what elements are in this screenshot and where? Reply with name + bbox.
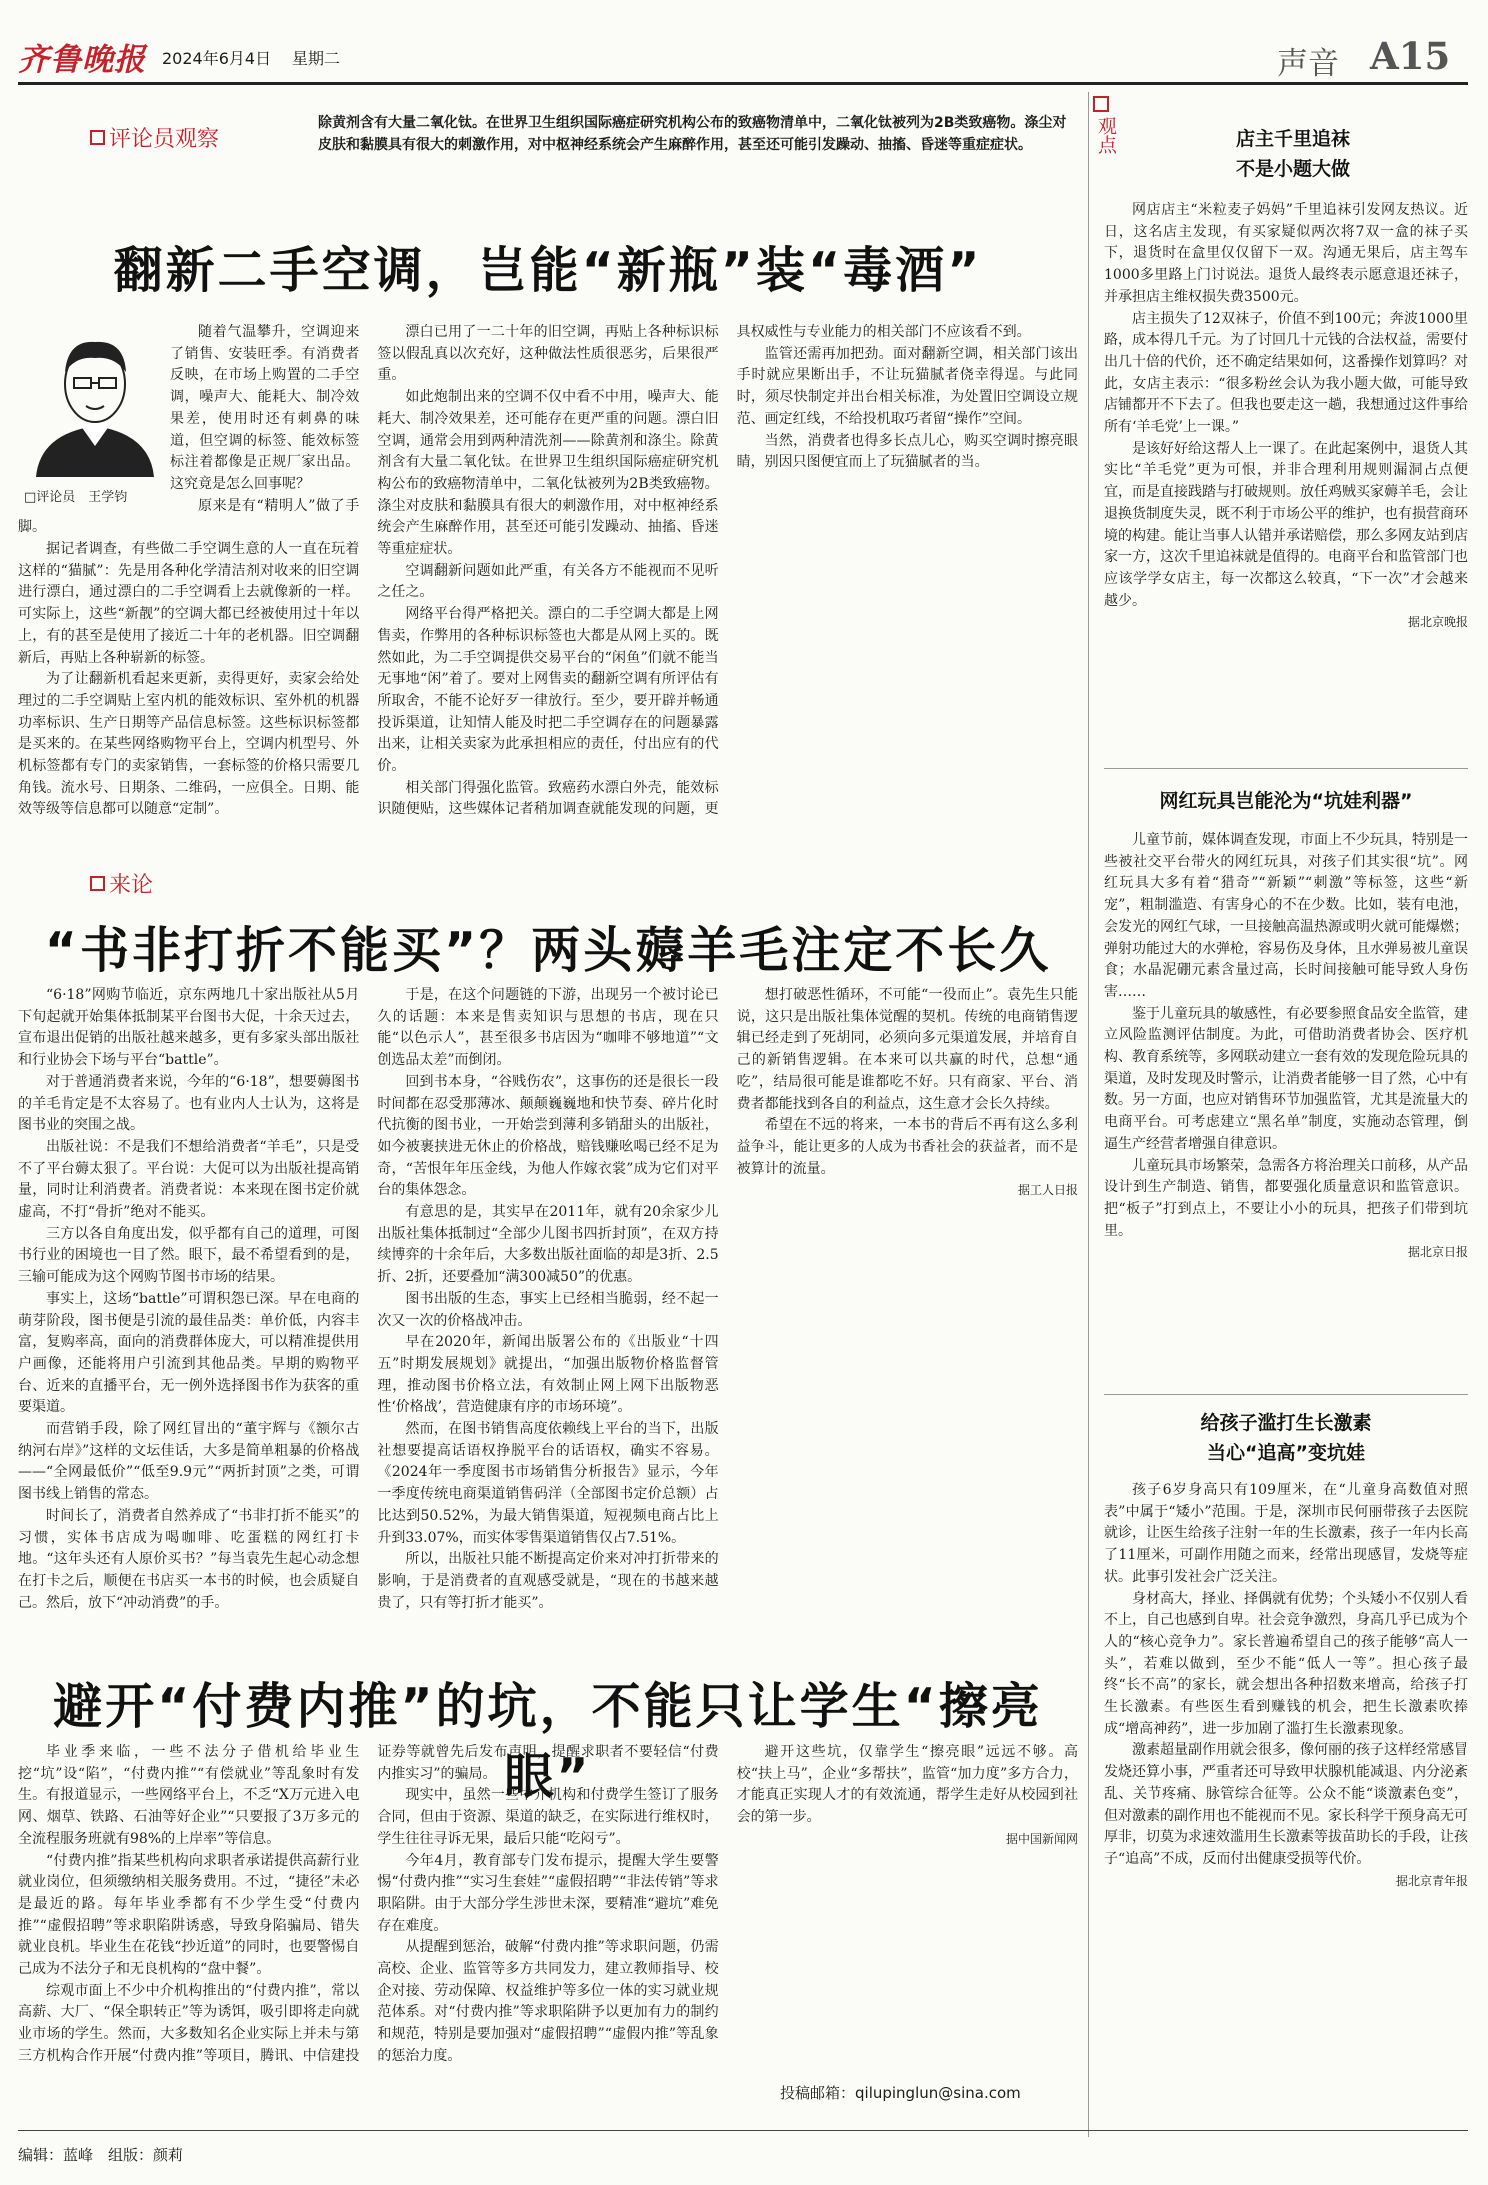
contribute-email[interactable]: 投稿邮箱：qilupinglun@sina.com bbox=[780, 2084, 1021, 2102]
paragraph: 网络平台得严格把关。漂白的二手空调大都是上网售卖，作弊用的各种标识标签也大都是从网上买的。既然如此，为二手空调提供交易平台的“闲鱼”们就不能当无事地“闲”着了。要对上网售卖的翻新空调有所评估有所取舍，不能不论好歹一律放行。至少，要开辟并畅通投诉渠道，让知情人能及时把二手空调存在的问题暴露出来，让相关卖家为此承担相应的责任，付出应有的代价。 bbox=[377, 606, 719, 775]
paragraph: 激素超量副作用就会很多，像何丽的孩子这样经常感冒发烧还算小事，严重者还可导致甲状腺机能减退、内分泌紊乱、关节疼痛、脉管综合征等。公众不能“谈激素色变”，但对激素的副作用也不能视而不见。家长科学干预身高无可厚非，切莫为求速效滥用生长激素等拔苗助长的手段，让孩子“追高”不成，反而付出健康受损等代价。 bbox=[1104, 1742, 1468, 1867]
paragraph: 店主损失了12双袜子，价值不到100元；奔波1000里路，成本得几千元。为了讨回几十元钱的合法权益，需要付出几十倍的代价，还不确定结果如何，这番操作划算吗？对此，女店主表示：“很多粉丝会认为我小题大做，可能导致店铺都开不下去了。但我也要走这一趟，我想通过这件事给所有‘羊毛党’上一课。” bbox=[1104, 310, 1468, 436]
paragraph: 今年4月，教育部专门发布提示，提醒大学生要警惕“付费内推”“实习生套娃”“虚假招聘”“非法传销”等求职陷阱。由于大部分学生涉世未深，要精准“避坑”难免存在难度。 bbox=[377, 1852, 719, 1934]
paragraph: 网店店主“米粒麦子妈妈”千里追袜引发网友热议。近日，这名店主发现，有买家疑似两次将7双一盒的袜子买下，退货时在盒里仅仅留下一双。沟通无果后，店主驾车1000多里路上门讨说法。退货人最终表示愿意退还袜子，并承担店主维权损失费3500元。 bbox=[1104, 202, 1468, 305]
article3-body bbox=[18, 1742, 1078, 2068]
side2-body bbox=[1104, 830, 1468, 1264]
side-divider bbox=[1104, 1394, 1468, 1395]
paragraph: 相关部门得强化监管。致癌药水漂白外壳，能效标识随便贴，这些媒体记者稍加调查就能发现的问题，更具权威性与专业能力的相关部门不应该看不到。 bbox=[377, 324, 1031, 818]
paragraph: 现实中，虽然一些中介机构和付费学生签订了服务合同，但由于资源、渠道的缺乏，在实际进行维权时，学生往往寻诉无果，最后只能“吃闷亏”。 bbox=[377, 1787, 719, 1847]
author-byline: □评论员 王学钧 bbox=[24, 490, 128, 505]
paragraph: 图书出版的生态，事实上已经相当脆弱，经不起一次又一次的价格战冲击。 bbox=[377, 1290, 719, 1329]
footer-credits: 编辑：蓝峰 组版：颜莉 bbox=[18, 2146, 184, 2164]
section-tag-guest bbox=[90, 868, 153, 899]
paragraph: 漂白已用了一二十年的旧空调，再贴上各种标识标签以假乱真以次充好，这种做法性质很恶劣，后果很严重。 bbox=[377, 324, 719, 384]
paragraph: 孩子6岁身高只有109厘米，在“儿童身高数值对照表”中属于“矮小”范围。于是，深圳市民何丽带孩子去医院就诊，让医生给孩子注射一年的生长激素，孩子一年内长高了11厘米，可副作用随之而来，经常出现感冒，发烧等症状。此事引发社会广泛关注。 bbox=[1104, 1482, 1468, 1585]
paragraph: 所以，出版社只能不断提高定价来对冲打折带来的影响，于是消费者的直观感受就是，“现在的书越来越贵了，只有等打折才能买”。 bbox=[377, 1551, 719, 1611]
paragraph: 从提醒到惩治，破解“付费内推”等求职问题，仍需高校、企业、监管等多方共同发力，建立教师指导、校企对接、劳动保障、权益维护等多位一体的实习就业规范体系。对“付费内推”等求职陷阱予以更加有力的制约和规范，特别是要加强对“虚假招聘”“虚假内推”等乱象的惩治力度。 bbox=[377, 1939, 719, 2064]
paragraph: 监管还需再加把劲。面对翻新空调，相关部门该出手时就应果断出手，不让玩猫腻者侥幸得逞。与此同时，须尽快制定并出台相关标准，为处置旧空调设立规范、画定红线，不给投机取巧者留“操作”空间。 bbox=[736, 345, 1078, 427]
paragraph: 如此炮制出来的空调不仅中看不中用，噪声大、能耗大、制冷效果差，还可能存在更严重的问题。漂白旧空调，通常会用到两种清洗剂——除黄剂和涤尘。除黄剂含有大量二氧化钛。在世界卫生组织国际癌症研究机构公布的致癌物清单中，二氧化钛被列为2B类致癌物。涤尘对皮肤和黏膜具有很大的刺激作用，对中枢神经系统会产生麻醉作用，甚至还可能引发躁动、抽搐、昏迷等重症症状。 bbox=[377, 389, 719, 558]
paragraph: 早在2020年，新闻出版署公布的《出版业“十四五”时期发展规划》就提出，“加强出版物价格监督管理，推动图书价格立法，有效制止网上网下出版物恶性‘价格战’，营造健康有序的市场环境”。 bbox=[377, 1334, 719, 1416]
viewpoint-label: 观点 bbox=[1093, 96, 1115, 154]
paragraph: 毕业季来临，一些不法分子借机给毕业生挖“坑”设“陷”，“付费内推”“有偿就业”等乱象时有发生。有报道显示，一些网络平台上，不乏“X万元进入电网、烟草、铁路、石油等好企业”“只要报了3万多元的全流程服务班就有98%的上岸率”等信息。 bbox=[18, 1744, 360, 1847]
paragraph: 时间长了，消费者自然养成了“书非打折不能买”的习惯，实体书店成为喝咖啡、吃蛋糕的网红打卡地。“这年头还有人原价买书？”每当袁先生起心动念想在打卡之后，顺便在书店买一本书的时候，也会质疑自己。然后，放下“冲动消费”的手。 bbox=[18, 1507, 360, 1611]
paragraph: 鉴于儿童玩具的敏感性，有必要参照食品安全监管，建立风险监测评估制度。为此，可借助消费者协会、医疗机构、教育系统等，多网联动建立一套有效的发现危险玩具的渠道，及时发现及时警示，让消费者能够一目了然，心中有数。另一方面，也应对销售环节加强监管，尤其是流量大的电商平台。可考虑建立“黑名单”制度，实施动态管理，倒逼生产经营者增强自律意识。 bbox=[1104, 1005, 1468, 1152]
column-divider bbox=[1088, 92, 1089, 2137]
paragraph: 希望在不远的将来，一本书的背后不再有这么多利益争斗，能让更多的人成为书香社会的获益者，而不是被算计的流量。 bbox=[736, 1117, 1078, 1177]
issue-date: 2024年6月4日 bbox=[162, 49, 272, 68]
paragraph: “6·18”网购节临近，京东两地几十家出版社从5月下旬起就开始集体抵制某平台图书大促，十余天过去，宣布退出促销的出版社越来越多，更有多家头部出版社和行业协会下场与平台“battle”。 bbox=[18, 987, 360, 1069]
paragraph: 出版社说：不是我们不想给消费者“羊毛”，只是受不了平台薅太狠了。平台说：大促可以为出版社提高销量，同时让利消费者。消费者说：本来现在图书定价就虚高，不打“骨折”绝对不能买。 bbox=[18, 1138, 360, 1221]
article3-headline: 避开“付费内推”的坑，不能只让学生“擦亮眼” bbox=[53, 1678, 1043, 1805]
side2-title: 网红玩具岂能沦为“坑娃利器” bbox=[1159, 790, 1413, 812]
source-credit: 据北京青年报 bbox=[1395, 1873, 1468, 1888]
paragraph: 事实上，这场“battle”可谓积怨已深。早在电商的萌芽阶段，图书便是引流的最佳品类：单价低，内容丰富，复购率高，面向的消费群体庞大，可以精准提供用户画像，还能将用户引流到其他品类。早期的购物平台、近来的直播平台，无一例外选择图书作为获客的重要渠道。 bbox=[18, 1290, 360, 1416]
side1-title: 店主千里追袜 不是小题大做 bbox=[1235, 128, 1350, 180]
article1-deck: 除黄剂含有大量二氧化钛。在世界卫生组织国际癌症研究机构公布的致癌物清单中，二氧化钛被列为2B类致癌物。涤尘对皮肤和黏膜具有很大的刺激作用，对中枢神经系统会产生麻醉作用，甚至还可能引发躁动、抽搐、昏迷等重症症状。 bbox=[318, 115, 1067, 153]
section-tag-label: 评论员观察 bbox=[109, 127, 220, 152]
page-number: A15 bbox=[1370, 34, 1451, 78]
paragraph: 于是，在这个问题链的下游，出现另一个被讨论已久的话题：本来是售卖知识与思想的书店，现在只能“以色示人”，甚至很多书店因为“咖啡不够地道”“文创选品太差”而倒闭。 bbox=[377, 987, 719, 1069]
source-credit: 据中国新闻网 bbox=[1005, 1831, 1078, 1846]
footer-rule bbox=[18, 2130, 1468, 2131]
paragraph: 空调翻新问题如此严重，有关各方不能视而不见听之任之。 bbox=[377, 562, 719, 601]
article1-headline: 翻新二手空调，岂能“新瓶”装“毒酒” bbox=[113, 242, 983, 299]
section-tag-label: 来论 bbox=[109, 873, 154, 898]
article2-body bbox=[18, 985, 1078, 1641]
paragraph: 当然，消费者也得多长点儿心，购买空调时擦亮眼睛，别因只图便宜而上了玩猫腻者的当。 bbox=[736, 432, 1078, 471]
article1-body bbox=[18, 322, 1078, 834]
paragraph: 而营销手段，除了网红冒出的“董宇辉与《额尔古纳河右岸》”这样的文坛佳话，大多是简单粗暴的价格战——“全网最低价”“低至9.9元”“两折封顶”之类，可谓图书线上销售的常态。 bbox=[18, 1421, 360, 1503]
source-credit: 据北京晚报 bbox=[1407, 615, 1468, 630]
paragraph: 综观市面上不少中介机构推出的“付费内推”，常以高薪、大厂、“保全职转正”等为诱饵，吸引即将走向就业市场的学生。然而，大多数知名企业实际上并未与第三方机构合作开展“付费内推”等项目，腾讯、中信建投证券等就曾先后发布声明，提醒求职者不要轻信“付费内推实习”的骗局。 bbox=[18, 1744, 719, 2064]
section-name: 声音 bbox=[1277, 46, 1339, 82]
author-photo-spacer bbox=[18, 322, 170, 512]
paragraph: 随着气温攀升，空调迎来了销售、安装旺季。有消费者反映，在市场上购置的二手空调，噪声大、能耗大、制冷效果差，使用时还有刺鼻的味道，但空调的标签、能效标签标注着都像是正规厂家出品。这究竟是怎么回事呢？ bbox=[170, 324, 360, 492]
paragraph: 儿童节前，媒体调查发现，市面上不少玩具，特别是一些被社交平台带火的网红玩具，对孩子们其实很“坑”。网红玩具大多有着“猎奇”“新颖”“刺激”等标签，这些“新宠”，粗制滥造、有害身心的不在少数。比如，装有电池，会发光的网红气球，一旦接触高温热源或明火就可能爆燃；弹射功能过大的水弹枪，容易伤及身体，且水弹易被儿童误食；水晶泥硼元素含量过高，长时间接触可能导致人身伤害…… bbox=[1104, 832, 1468, 1000]
paragraph: 据记者调查，有些做二手空调生意的人一直在玩着这样的“猫腻”：先是用各种化学清洁剂对收来的旧空调进行漂白，通过漂白的二手空调看上去就像新的一样。可实际上，这些“新靓”的空调大都已经被使用过十年以上，有的甚至是使用了接近二十年的老机器。旧空调翻新后，再贴上各种崭新的标签。 bbox=[18, 541, 360, 666]
header-rule bbox=[18, 82, 1468, 85]
side3-body bbox=[1104, 1480, 1468, 1892]
source-credit: 据北京日报 bbox=[1407, 1245, 1468, 1260]
side-divider bbox=[1104, 768, 1468, 769]
side3-title: 给孩子滥打生长激素 当心“追高”变坑娃 bbox=[1200, 1412, 1372, 1464]
paragraph: 是该好好给这帮人上一课了。在此起案例中，退货人其实比“羊毛党”更为可恨，并非合理利用规则漏洞占点便宜，而是直接践踏与打破规则。放任鸡贼买家薅羊毛，会让退换货制度失灵，既不利于市场公平的维护，也有损营商环境的构建。能让当事人认错并承诺赔偿，那么多网友站到店家一方，这次千里追袜就是值得的。电商平台和监管部门也应该学学女店主，每一次都这么较真，“下一次”才会越来越少。 bbox=[1104, 440, 1468, 609]
paragraph: 三方以各自角度出发，似乎都有自己的道理，可图书行业的困境也一目了然。眼下，最不希望看到的是，三输可能成为这个网购节图书市场的结果。 bbox=[18, 1225, 360, 1286]
issue-weekday: 星期二 bbox=[292, 49, 341, 68]
square-icon bbox=[90, 130, 105, 145]
section-tag-commentator bbox=[90, 122, 219, 153]
paragraph: “付费内推”指某些机构向求职者承诺提供高薪行业就业岗位，但须缴纳相关服务费用。不过，“捷径”未必是最近的路。每年毕业季都有不少学生受“付费内推”“虚假招聘”等求职陷阱诱惑，导致身陷骗局、错失就业良机。毕业生在花钱“抄近道”的同时，也要警惕自己成为不法分子和无良机构的“盘中餐”。 bbox=[18, 1852, 360, 1978]
paragraph: 原来是有“精明人”做了手脚。 bbox=[18, 497, 360, 536]
source-credit: 据工人日报 bbox=[1017, 1183, 1078, 1198]
paragraph: 想打破恶性循环，不可能“一役而止”。袁先生只能说，这只是出版社集体觉醒的契机。传统的电商销售逻辑已经走到了死胡同，必须向多元渠道发展，并培育自己的新销售逻辑。在本来可以共赢的时代，总想“通吃”，结局很可能是谁都吃不好。只有商家、平台、消费者都能找到各自的利益点，这生意才会长久持续。 bbox=[736, 987, 1078, 1112]
paragraph: 有意思的是，其实早在2011年，就有20余家少儿出版社集体抵制过“全部少儿图书四折封顶”，在双方持续博弈的十余年后，大多数出版社面临的却是3折、2.5折、2折，还要叠加“满300减50”的优惠。 bbox=[377, 1204, 719, 1286]
paragraph: 对于普通消费者来说，今年的“6·18”，想要薅图书的羊毛肯定是不太容易了。也有业内人士认为，这将是图书业的突围之战。 bbox=[18, 1073, 360, 1134]
article2-headline: “书非打折不能买”？两头薅羊毛注定不长久 bbox=[44, 922, 1052, 979]
paragraph: 回到书本身，“谷贱伤农”，这事伤的还是很长一段时间都在忍受那薄冰、颠颠巍巍地和快节奏、碎片化时代抗衡的图书业，一开始尝到薄利多销甜头的出版社，如今被裹挟进无休止的价格战，赔钱赚吆喝已经不足为奇，“苦恨年年压金线，为他人作嫁衣裳”成为它们对平台的集体怨念。 bbox=[377, 1073, 719, 1199]
masthead-logo: 齐鲁晚报 bbox=[18, 42, 146, 78]
paragraph: 然而，在图书销售高度依赖线上平台的当下，出版社想要提高话语权挣脱平台的话语权，确实不容易。《2024年一季度图书市场销售分析报告》显示，今年一季度传统电商渠道销售码洋（全部图书定价总额）占比达到50.52%，为最大销售渠道，短视频电商占比上升到33.07%，而实体零售渠道销售仅占7.51%。 bbox=[377, 1421, 719, 1546]
side1-body bbox=[1104, 200, 1468, 634]
paragraph: 避开这些坑，仅靠学生“擦亮眼”远远不够。高校“扶上马”，企业“多帮扶”，监管“加力度”多方合力，才能真正实现人才的有效流通，帮学生走好从校园到社会的第一步。 bbox=[736, 1744, 1078, 1826]
paragraph: 儿童玩具市场繁荣，急需各方将治理关口前移，从产品设计到生产制造、销售，都要强化质量意识和监管意识。把“板子”打到点上，不要让小小的玩具，把孩子们带到坑里。 bbox=[1104, 1157, 1468, 1239]
paragraph: 身材高大，择业、择偶就有优势；个头矮小不仅别人看不上，自己也感到自卑。社会竞争激烈，身高几乎已成为个人的“核心竞争力”。家长普遍希望自己的孩子能够“高人一头”，若难以做到，至少不能“低人一等”。担心孩子最终“长不高”的家长，就会想出各种招数来增高，给孩子打生长激素。有些医生看到赚钱的机会，把生长激素吹捧成“增高神药”，进一步加剧了滥打生长激素现象。 bbox=[1104, 1590, 1468, 1737]
paragraph: 为了让翻新机看起来更新，卖得更好，卖家会给处理过的二手空调贴上室内机的能效标识、室外机的机器功率标识、生产日期等产品信息标签。这些标识标签都是买来的。在某些网络购物平台上，空调内机型号、外机标签都有专门的卖家销售，一套标签的价格只需要几角钱。流水号、日期条、二维码，一应俱全。日期、能效等级等信息都可以随意“定制”。 bbox=[18, 671, 360, 818]
square-icon bbox=[90, 876, 105, 891]
